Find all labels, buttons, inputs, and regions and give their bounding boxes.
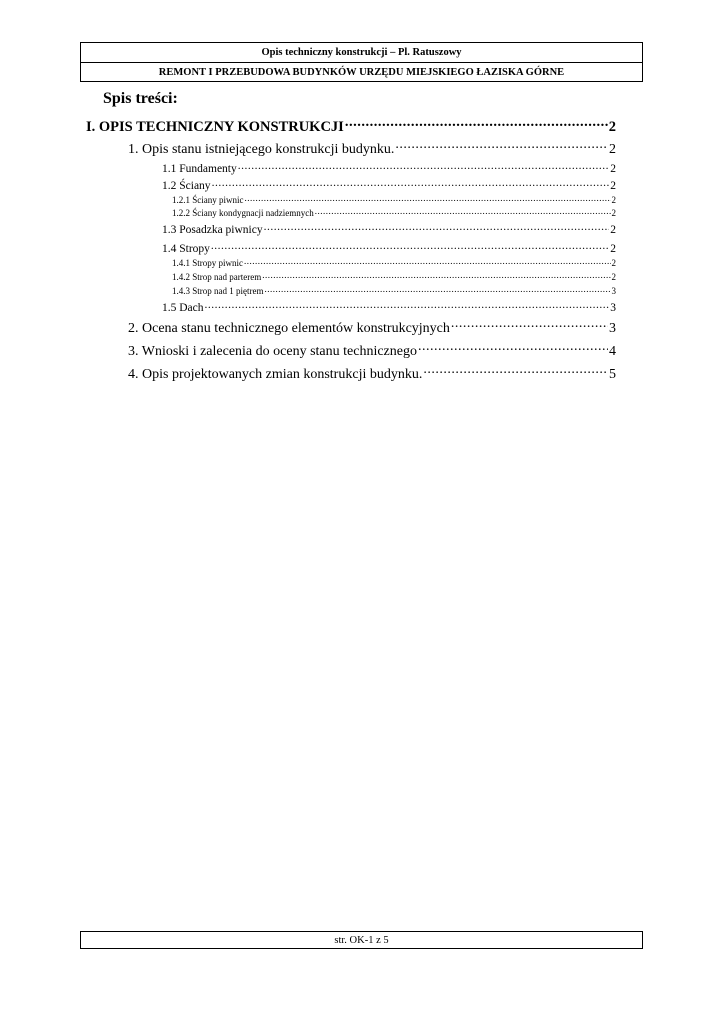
toc-entry-label: 1.3 Posadzka piwnicy [162,223,263,236]
toc-entry-label: 1. Opis stanu istniejącego konstrukcji budynku. [128,142,395,157]
toc-entry-page: 2 [611,208,616,218]
toc-dot-leader [264,221,610,233]
toc-entry-label: 1.2.1 Ściany piwnic [172,195,244,205]
toc-entry[interactable] [172,207,616,218]
toc-entry[interactable] [162,160,616,175]
toc-entry-label: 4. Opis projektowanych zmian konstrukcji budynku. [128,367,423,382]
toc-entry-page: 3 [611,286,616,296]
toc-entry-label: 1.4.2 Strop nad parterem [172,272,262,282]
toc-entry-label: 1.2.2 Ściany kondygnacji nadziemnych [172,208,314,218]
toc-entry[interactable] [172,257,616,268]
toc-entry[interactable] [162,240,616,255]
page-number: str. OK-1 z 5 [334,934,389,946]
toc-entry-label: 1.1 Fundamenty [162,162,237,175]
toc-entry[interactable] [162,221,616,236]
toc-entry[interactable] [172,285,616,296]
toc-dot-leader [212,177,610,189]
toc-dot-leader [262,271,610,280]
toc-entry-label: 1.5 Dach [162,301,204,314]
toc-entry[interactable] [128,139,616,158]
toc-entry[interactable] [128,318,616,337]
toc-entry-page: 4 [609,344,616,359]
toc-dot-leader [423,364,608,378]
toc-dot-leader [265,285,611,294]
toc-entry-page: 2 [611,195,616,205]
header-project-name: REMONT I PRZEBUDOWA BUDYNKÓW URZĘDU MIEJSKIEGO ŁAZISKA GÓRNE [158,67,565,78]
toc-entry-page: 5 [609,367,616,382]
toc-entry-page: 2 [610,179,616,192]
toc-entry[interactable] [86,116,616,136]
page-footer [80,931,643,949]
toc-title: Spis treści: [103,90,178,107]
toc-entry[interactable] [162,177,616,192]
toc-dot-leader [205,299,610,311]
toc-entry-label: 3. Wnioski i zalecenia do oceny stanu technicznego [128,344,417,359]
toc-dot-leader [395,139,608,153]
toc-dot-leader [451,318,608,332]
toc-dot-leader [211,240,609,252]
document-header [80,42,643,82]
toc-dot-leader [245,194,611,203]
toc-dot-leader [315,207,611,216]
toc-entry-label: 1.4 Stropy [162,242,210,255]
toc-entry[interactable] [172,271,616,282]
toc-entry-label: I. OPIS TECHNICZNY KONSTRUKCJI [86,118,344,135]
toc-dot-leader [238,160,610,172]
toc-dot-leader [244,257,611,266]
toc-entry-page: 2 [608,118,616,135]
toc-entry[interactable] [172,194,616,205]
toc-entry-label: 1.4.1 Stropy piwnic [172,258,243,268]
toc-entry-page: 2 [610,162,616,175]
toc-entry-page: 3 [610,301,616,314]
toc-entry[interactable] [128,341,616,360]
toc-dot-leader [418,341,608,355]
toc-entry-page: 2 [611,258,616,268]
toc-dot-leader [345,116,608,131]
toc-entry-label: 1.2 Ściany [162,179,211,192]
toc-entry-page: 2 [611,272,616,282]
toc-entry-label: 2. Ocena stanu technicznego elementów konstrukcyjnych [128,321,450,336]
toc-entry-page: 2 [609,142,616,157]
header-title: Opis techniczny konstrukcji – Pl. Ratuszowy [81,43,642,63]
toc-entry[interactable] [128,364,616,383]
toc-entry[interactable] [162,299,616,314]
toc-entry-label: 1.4.3 Strop nad 1 piętrem [172,286,264,296]
toc-entry-page: 2 [610,223,616,236]
toc-entry-page: 2 [610,242,616,255]
toc-entry-page: 3 [609,321,616,336]
